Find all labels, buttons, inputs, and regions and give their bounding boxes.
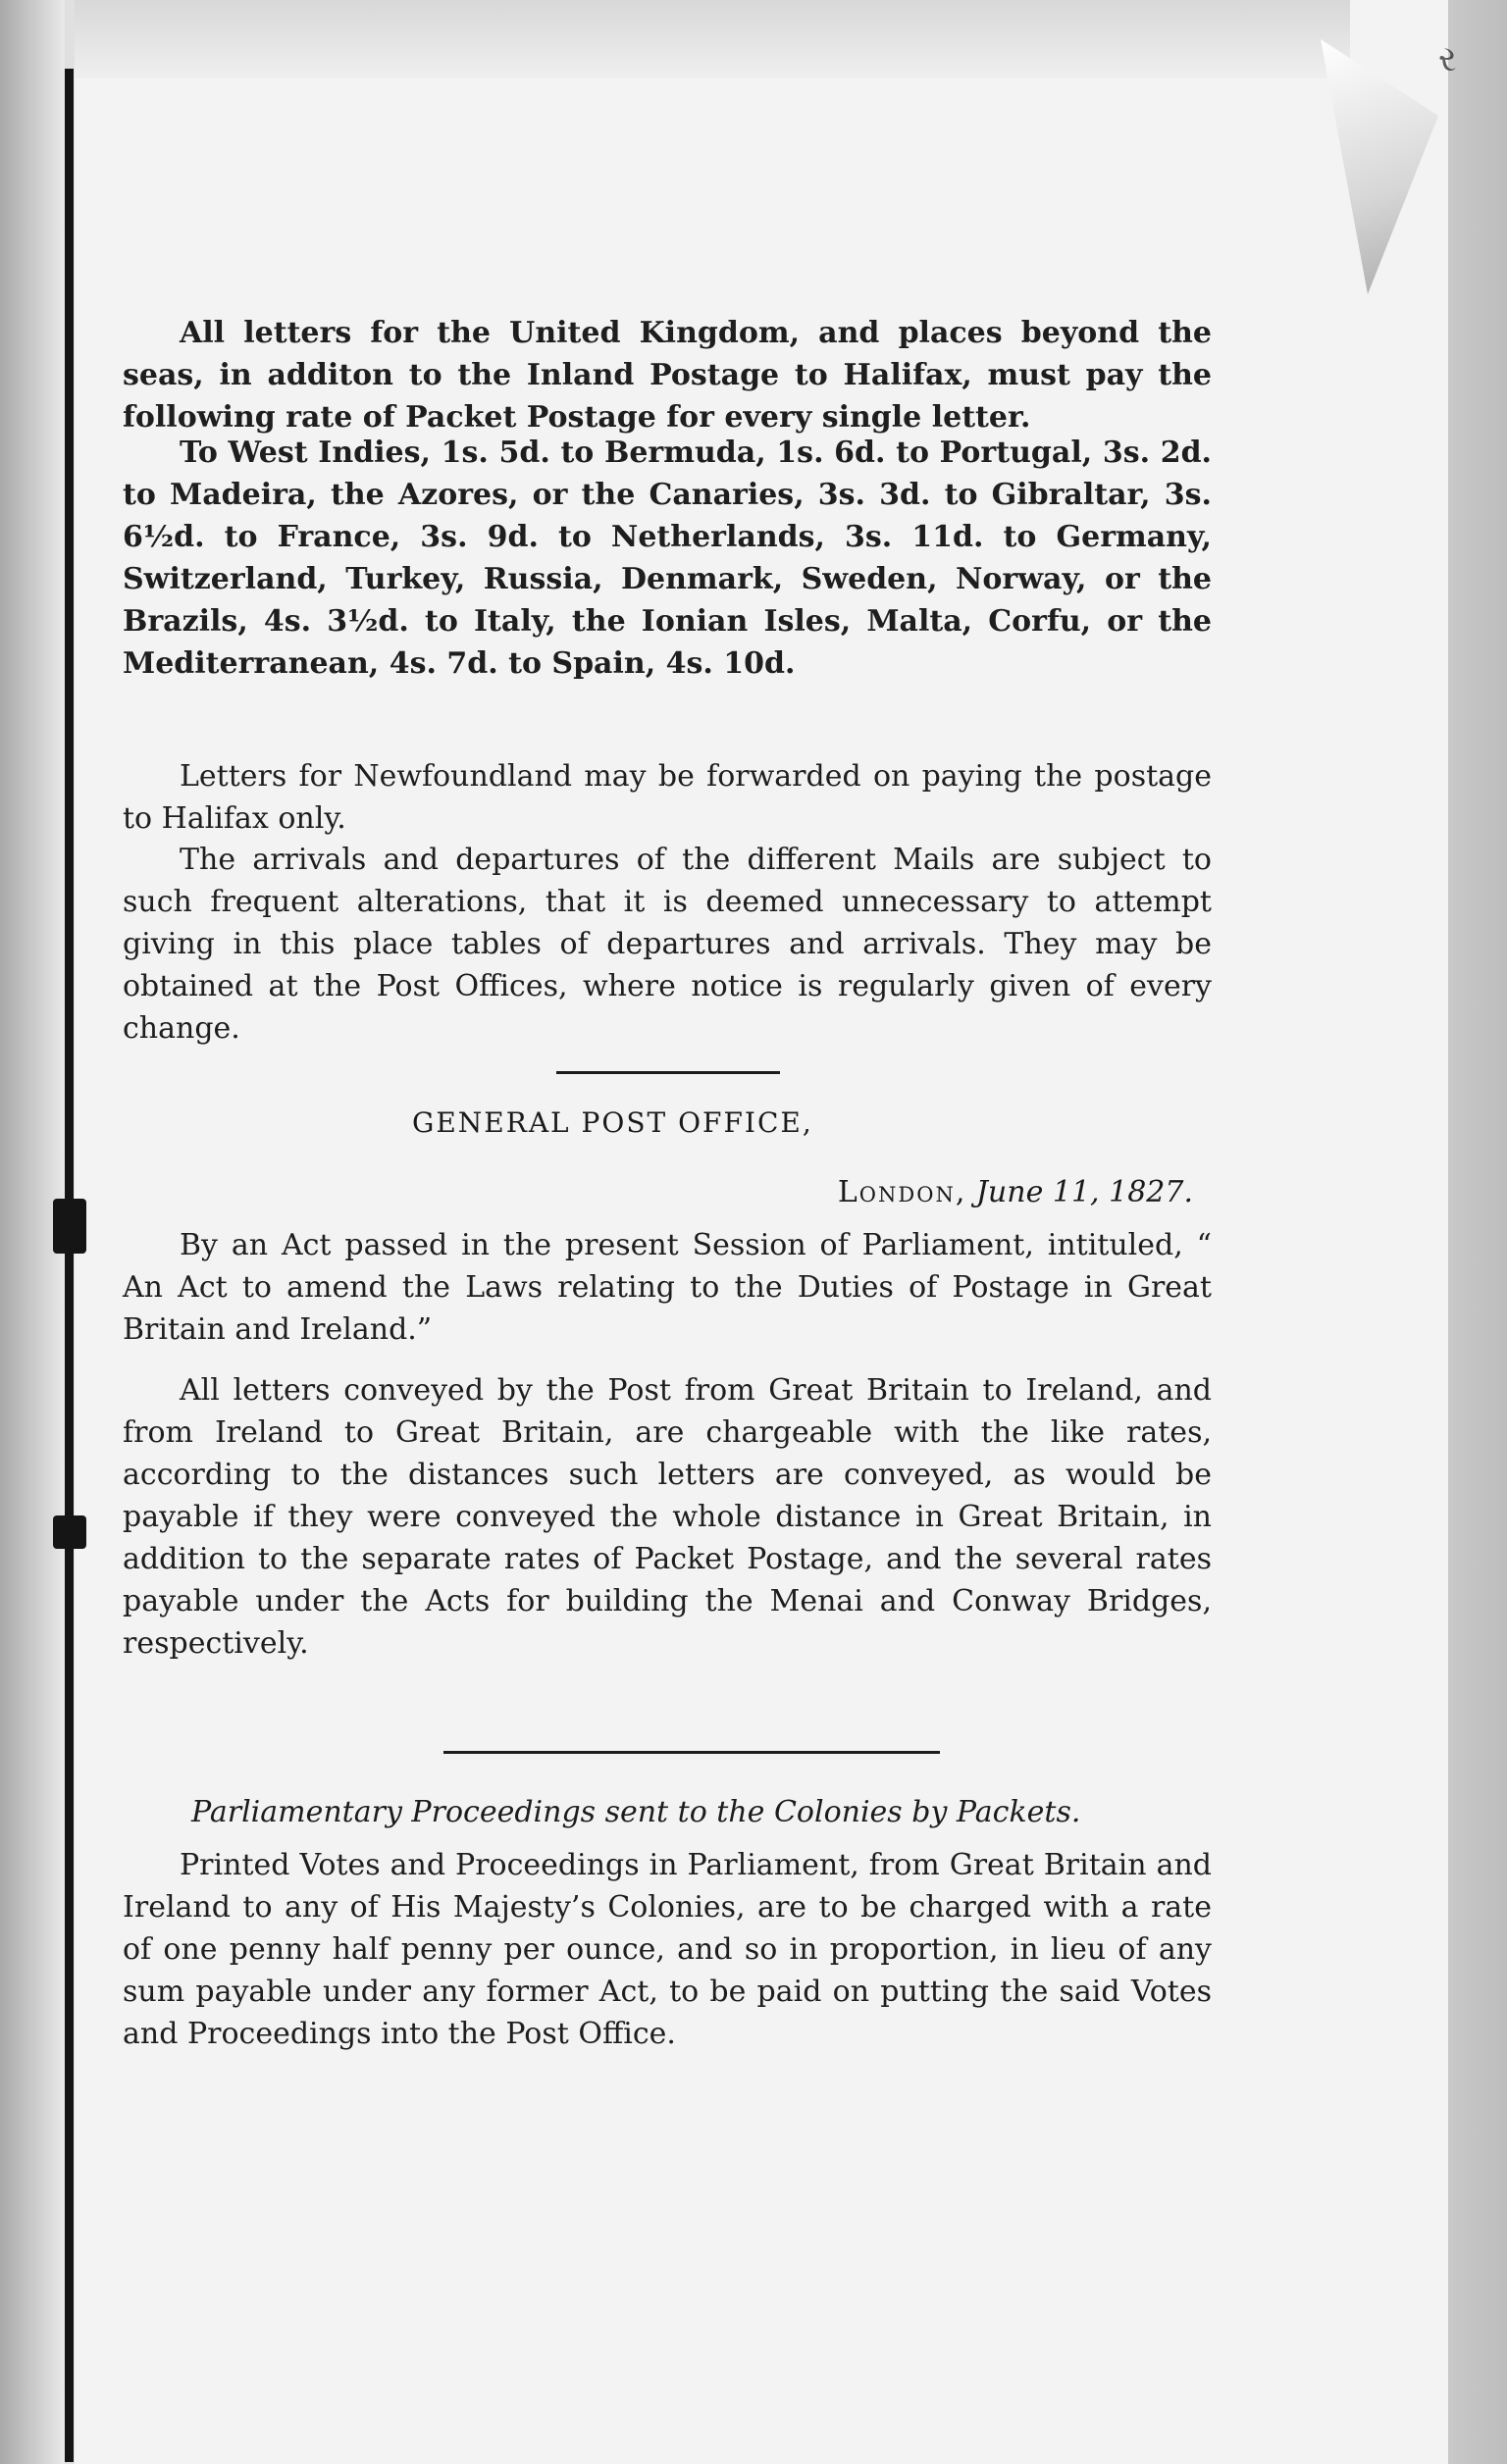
postage-paragraph-2 (123, 432, 1212, 685)
postage-paragraph-4 (123, 839, 1212, 1050)
paragraph-text: Letters for Newfoundland may be forwarded on paying the postage to Halifax only. (123, 759, 1212, 836)
postage-paragraph-3 (123, 755, 1212, 840)
paragraph-text: By an Act passed in the present Session of Parliament, intituled, “ An Act to amend the Laws relating to the Duties of Postage in Great Britain and Ireland.” (123, 1228, 1212, 1347)
gpo-paragraph-1 (123, 1224, 1212, 1351)
section-heading: Parliamentary Proceedings sent to the Colonies by Packets. (191, 1795, 1081, 1829)
section-divider (443, 1751, 940, 1754)
paragraph-text: To West Indies, 1s. 5d. to Bermuda, 1s. 6d. to Portugal, 3s. 2d. to Madeira, the Azores, or the Canaries, 3s. 3d. to Gibraltar, 3s. 6½d. to France, 3s. 9d. to Netherlands, 3s. 11d. to Germany, Switzerland, Turkey, Russia, Denmark, Sweden, Norway, or the Brazils, 4s. 3½d. to Italy, the Ionian Isles, Malta, Corfu, or the Mediterranean, 4s. 7d. to Spain, 4s. 10d. (123, 436, 1212, 681)
binding-clip (53, 1199, 86, 1254)
binding-clip (53, 1515, 86, 1549)
paragraph-text: Printed Votes and Proceedings in Parliament, from Great Britain and Ireland to any of His Majesty’s Colonies, are to be charged with a rate of one penny half penny per ounce, and so in proportion, in lieu of any sum payable under any former Act, to be paid on putting the said Votes and Proceedings into the Post Office. (123, 1848, 1212, 2051)
binding-line (65, 69, 74, 2462)
top-shadow (75, 0, 1350, 78)
section-divider (556, 1071, 780, 1074)
paragraph-text: The arrivals and departures of the different Mails are subject to such frequent alterations, that it is deemed unnecessary to attempt giving in this place tables of departures and arrivals. They may be obtained at the Post Offices, where notice is regularly given of every change. (123, 843, 1212, 1046)
paragraph-text: All letters conveyed by the Post from Great Britain to Ireland, and from Ireland to Great Britain, are chargeable with the like rates, according to the distances such letters are conveyed, as would be payable if they were conveyed the whole distance in Great Britain, in addition to the separate rates of Packet Postage, and the several rates payable under the Acts for building the Menai and Conway Bridges, respectively. (123, 1373, 1212, 1661)
section-heading: GENERAL POST OFFICE, (412, 1106, 813, 1139)
gpo-paragraph-2 (123, 1369, 1212, 1665)
parliamentary-paragraph (123, 1844, 1212, 2055)
corner-pencil-marks: ર (1438, 39, 1457, 79)
dateline-place: London, (837, 1175, 967, 1209)
dateline (838, 1175, 1193, 1209)
postage-paragraph-1 (123, 312, 1212, 438)
dateline-date: June 11, 1827. (975, 1175, 1193, 1209)
paragraph-text: All letters for the United Kingdom, and places beyond the seas, in additon to the Inland Postage to Halifax, must pay the following rate of Packet Postage for every single letter. (123, 316, 1212, 435)
